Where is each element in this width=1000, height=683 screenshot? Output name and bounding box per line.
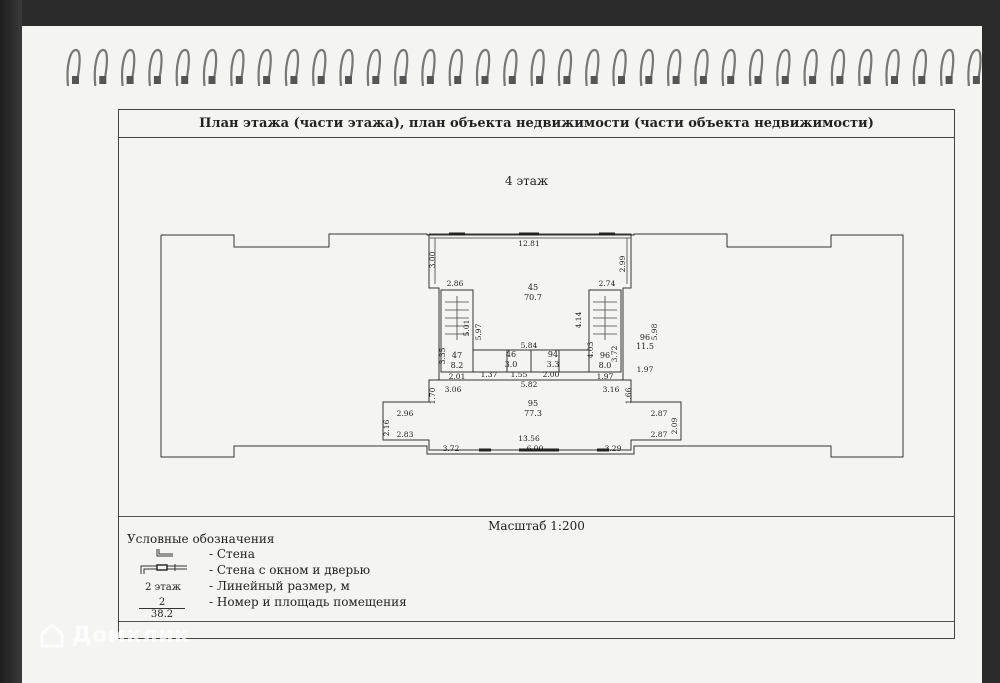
binding-hole: [864, 76, 871, 84]
room-area: 8.0: [598, 361, 612, 370]
room-number: 95: [527, 399, 539, 408]
binding-hole: [345, 76, 352, 84]
legend-room-area-symbol: 38.2: [150, 609, 174, 620]
dimension-label: 2.83: [396, 430, 414, 439]
domclick-watermark: [38, 621, 190, 649]
binding-hole: [591, 76, 598, 84]
binding-hole: [700, 76, 707, 84]
scale-label: Масштаб 1:200: [119, 516, 954, 535]
binding-hole: [72, 76, 79, 84]
watermark-text: Домклик: [72, 622, 190, 648]
spiral-binding: [62, 46, 992, 90]
dimension-label: 3.35: [438, 347, 447, 365]
room-area: 11.5: [636, 342, 654, 351]
binding-hole: [181, 76, 188, 84]
binding-hole: [918, 76, 925, 84]
room-number: 96: [599, 351, 611, 360]
binding-hole: [127, 76, 134, 84]
binding-hole: [536, 76, 543, 84]
dimension-label: 5.82: [520, 380, 538, 389]
binding-hole: [836, 76, 843, 84]
dimension-label: 3.16: [602, 385, 620, 394]
binding-hole: [372, 76, 379, 84]
binding-hole: [973, 76, 980, 84]
document-title: План этажа (части этажа), план объекта недвижимости (части объекта недвижимости): [119, 110, 954, 138]
binding-hole: [727, 76, 734, 84]
dimension-label: 3.06: [444, 385, 462, 394]
dimension-label: 2.09: [670, 417, 679, 435]
binding-hole: [509, 76, 516, 84]
dimension-label: 13.56: [518, 434, 540, 443]
binding-hole: [427, 76, 434, 84]
dimension-label: 1.37: [480, 370, 498, 379]
domclick-logo-icon: [38, 621, 66, 649]
dimension-label: 2.96: [396, 409, 414, 418]
binding-hole: [454, 76, 461, 84]
document-sheet: [22, 26, 982, 683]
dimension-label: 4.03: [586, 341, 595, 359]
binding-hole: [563, 76, 570, 84]
dimension-label: 2.00: [542, 370, 560, 379]
binding-hole: [263, 76, 270, 84]
room-number: 47: [451, 351, 463, 360]
room-area: 3.0: [504, 360, 518, 369]
room-number: 45: [527, 283, 539, 292]
legend-bottom-rule: [119, 621, 954, 622]
dimension-label: 1.55: [510, 370, 528, 379]
legend-room-number-symbol: 2: [139, 597, 185, 609]
photo-background: [0, 0, 22, 683]
binding-hole: [673, 76, 680, 84]
binding-hole: [209, 76, 216, 84]
legend-wall: - Стена: [209, 547, 255, 561]
floor-label: 4 этаж: [505, 174, 549, 188]
room-number: 96: [639, 333, 651, 342]
dimension-label: 2.01: [448, 372, 466, 381]
room-area: 8.2: [450, 361, 464, 370]
binding-hole: [154, 76, 161, 84]
binding-hole: [99, 76, 106, 84]
binding-hole: [618, 76, 625, 84]
dimension-label: 2.74: [598, 279, 616, 288]
legend-dimension-symbol: 2 этаж: [145, 582, 181, 593]
legend-dimension: - Линейный размер, м: [209, 579, 350, 593]
dimension-label: 1.97: [636, 365, 654, 374]
binding-hole: [755, 76, 762, 84]
dimension-label: 3.72: [442, 444, 460, 453]
dimension-label: 4.14: [574, 311, 583, 329]
binding-hole: [400, 76, 407, 84]
dimension-label: 3.72: [610, 345, 619, 363]
plan-frame: [118, 109, 955, 639]
room-area: 77.3: [524, 409, 542, 418]
window-door-symbol: [139, 562, 189, 576]
dimension-label: 2.16: [382, 419, 391, 437]
wall-symbol: [153, 547, 177, 559]
binding-hole: [782, 76, 789, 84]
binding-hole: [809, 76, 816, 84]
dimension-label: 5.97: [474, 323, 483, 341]
room-number: 94: [547, 350, 559, 359]
room-area: 70.7: [524, 293, 542, 302]
binding-hole: [482, 76, 489, 84]
legend-room: - Номер и площадь помещения: [209, 595, 407, 609]
dimension-label: 1.66: [624, 387, 633, 405]
dimension-label: 12.81: [518, 239, 540, 248]
binding-hole: [946, 76, 953, 84]
room-area: 3.3: [546, 360, 560, 369]
dimension-label: 5.84: [520, 341, 538, 350]
dimension-label: 2.86: [446, 279, 464, 288]
binding-hole: [290, 76, 297, 84]
dimension-label: 3.00: [428, 251, 437, 269]
dimension-label: 1.70: [428, 387, 437, 405]
dimension-label: 5.98: [650, 323, 659, 341]
room-number: 46: [505, 350, 517, 359]
legend-window-door: - Стена с окном и дверью: [209, 563, 371, 577]
dimension-label: 2.87: [650, 409, 668, 418]
dimension-label: 5.01: [462, 319, 471, 337]
binding-hole: [236, 76, 243, 84]
dimension-label: 1.97: [596, 372, 614, 381]
floor-plan: [119, 110, 954, 516]
dimension-label: 2.87: [650, 430, 668, 439]
binding-hole: [318, 76, 325, 84]
dimension-label: 2.99: [618, 255, 627, 273]
dimension-label: 3.29: [604, 444, 622, 453]
binding-hole: [891, 76, 898, 84]
dimension-label: 6.00: [526, 444, 544, 453]
binding-hole: [645, 76, 652, 84]
legend-title: Условные обозначения: [127, 532, 275, 546]
